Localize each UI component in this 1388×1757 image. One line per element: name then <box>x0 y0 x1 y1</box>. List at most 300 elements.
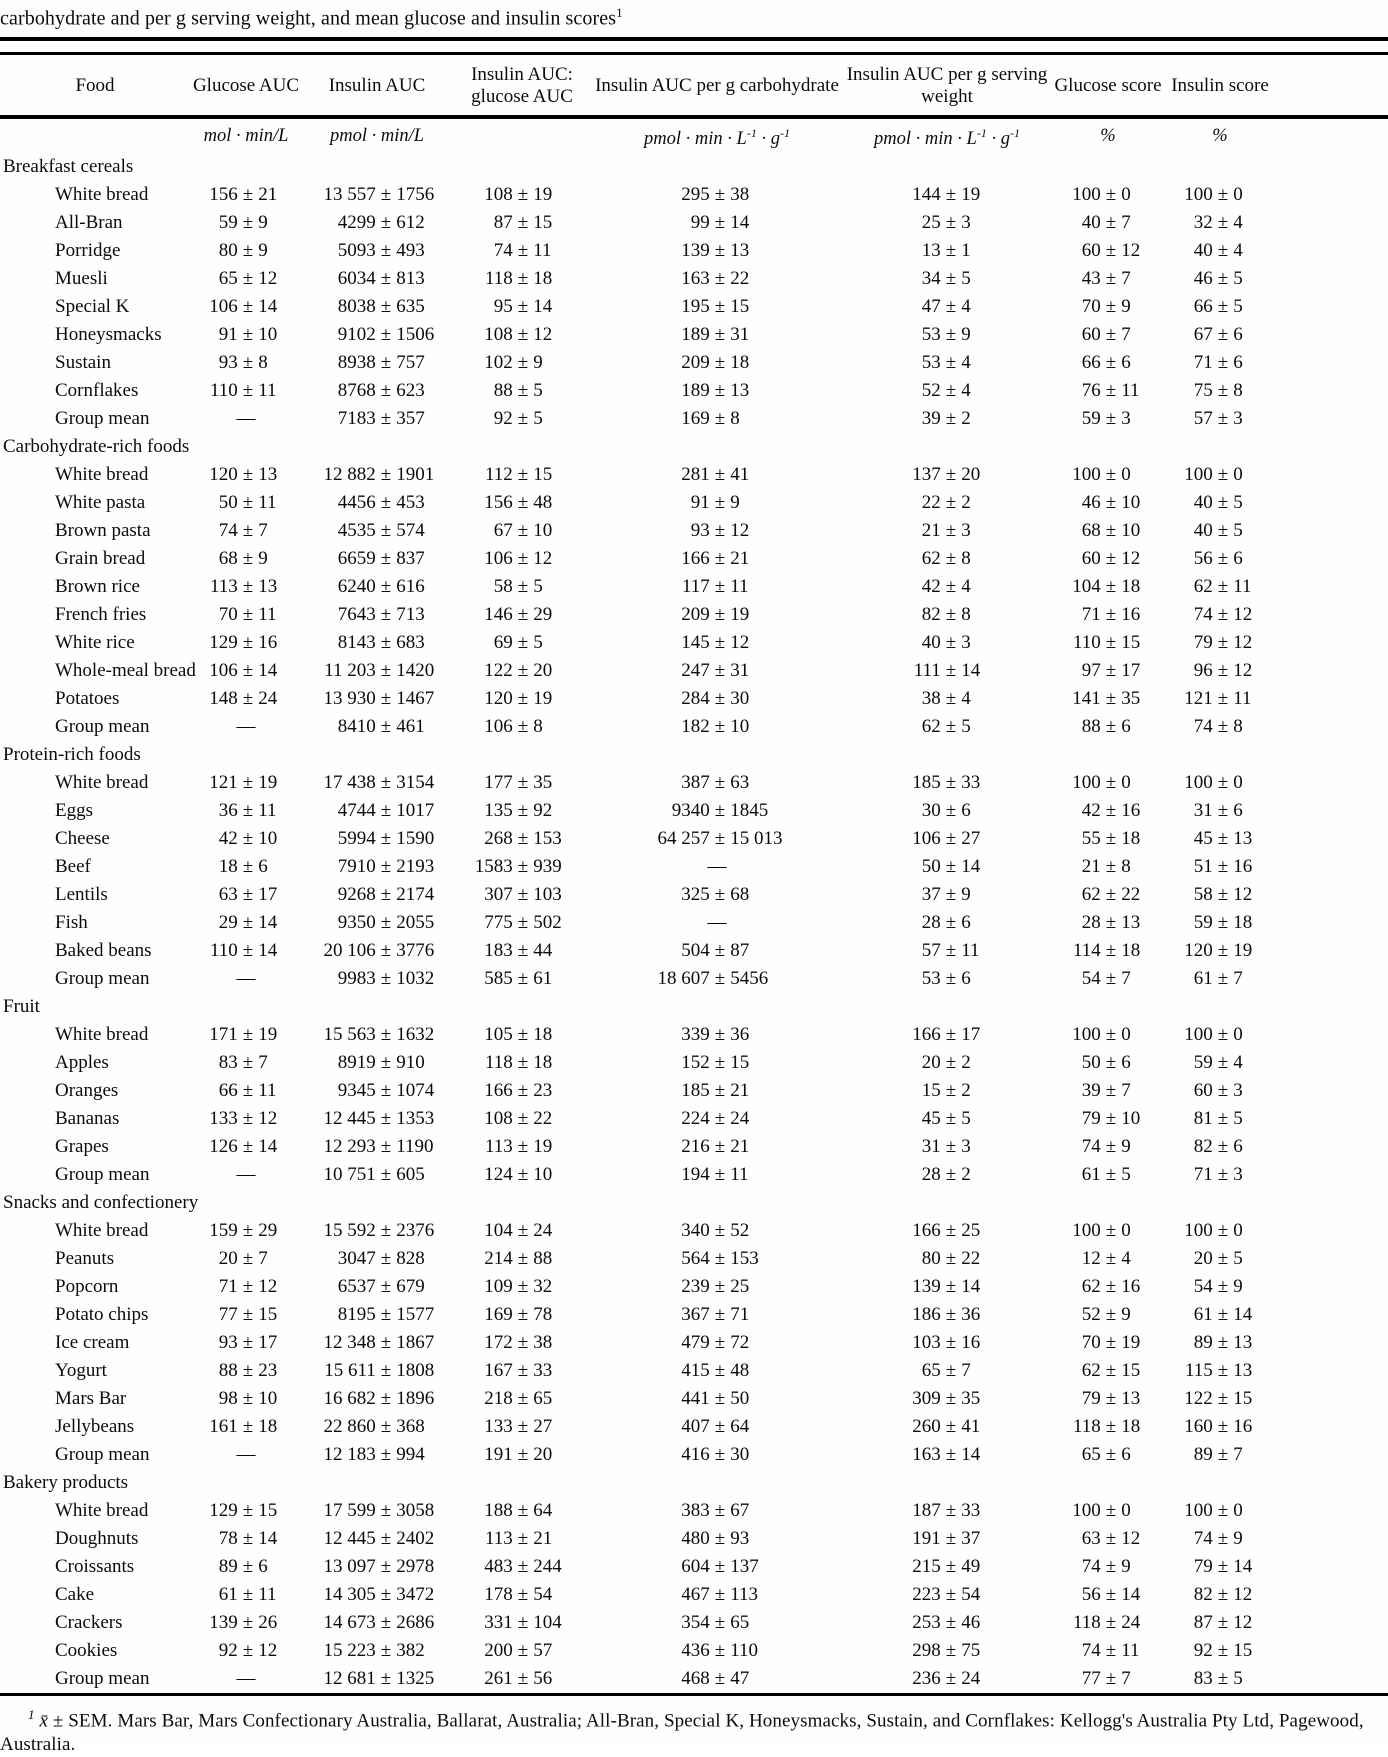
cell-value: 106 ± 27 <box>912 827 981 849</box>
food-label: Beef <box>55 855 91 877</box>
cell-value: 68 ± 9 <box>218 547 268 569</box>
cell-value: 58 ± 5 <box>493 575 543 597</box>
plus-minus: ± <box>945 799 957 821</box>
food-label: Fish <box>55 911 88 933</box>
cell-value: 604 ± 137 <box>681 1555 759 1577</box>
cell-value: 8143 ± 683 <box>337 631 425 653</box>
units-row <box>0 117 1388 153</box>
plus-minus: ± <box>1105 1331 1117 1353</box>
food-label: White bread <box>55 1499 149 1521</box>
cell-value: 66 ± 11 <box>218 1079 277 1101</box>
cell-value: 61 ± 14 <box>1193 1303 1253 1325</box>
cell-value: 133 ± 27 <box>484 1415 553 1437</box>
plus-minus: ± <box>517 939 529 961</box>
plus-minus: ± <box>1105 183 1117 205</box>
plus-minus: ± <box>380 1331 392 1353</box>
cell-value: 111 ± 14 <box>913 659 981 681</box>
plus-minus: ± <box>1105 463 1117 485</box>
plus-minus: ± <box>1105 1583 1117 1605</box>
plus-minus: ± <box>714 575 726 597</box>
cell-value: 106 ± 8 <box>484 715 543 737</box>
plus-minus: ± <box>1105 295 1117 317</box>
plus-minus: ± <box>1217 1611 1229 1633</box>
cell-value: 38 ± 4 <box>921 687 971 709</box>
cell-value: 59 ± 3 <box>1081 407 1131 429</box>
plus-minus: ± <box>517 799 529 821</box>
cell-value: 4299 ± 612 <box>337 211 425 233</box>
cell-value: 62 ± 16 <box>1081 1275 1141 1297</box>
table-row <box>0 517 1388 545</box>
plus-minus: ± <box>1105 715 1117 737</box>
cell-value: 20 106 ± 3776 <box>323 939 435 961</box>
plus-minus: ± <box>1217 1387 1229 1409</box>
plus-minus: ± <box>1217 1051 1229 1073</box>
cell-value: 120 ± 19 <box>484 687 553 709</box>
cell-value: 9102 ± 1506 <box>337 323 435 345</box>
cell-value: 415 ± 48 <box>681 1359 750 1381</box>
cell-value: 480 ± 93 <box>681 1527 750 1549</box>
plus-minus: ± <box>517 407 529 429</box>
cell-value: 108 ± 12 <box>484 323 553 345</box>
table-row <box>0 1637 1388 1665</box>
plus-minus: ± <box>1105 827 1117 849</box>
cell-value: 109 ± 32 <box>484 1275 553 1297</box>
plus-minus: ± <box>380 323 392 345</box>
cell-value: 209 ± 18 <box>681 351 750 373</box>
plus-minus: ± <box>945 1667 957 1689</box>
cell-value: 88 ± 5 <box>493 379 543 401</box>
plus-minus: ± <box>1105 1527 1117 1549</box>
table-header <box>0 57 1388 153</box>
plus-minus: ± <box>380 603 392 625</box>
cell-value: 76 ± 11 <box>1081 379 1140 401</box>
cell-value: 383 ± 67 <box>681 1499 750 1521</box>
plus-minus: ± <box>945 575 957 597</box>
food-label: White pasta <box>55 491 146 513</box>
cell-dash: — <box>707 855 727 877</box>
cell-value: 82 ± 6 <box>1193 1135 1243 1157</box>
cell-value: 436 ± 110 <box>681 1639 759 1661</box>
cell-value: 100 ± 0 <box>1072 771 1131 793</box>
cell-value: 3047 ± 828 <box>337 1247 425 1269</box>
section-label: Bakery products <box>3 1471 129 1493</box>
plus-minus: ± <box>714 295 726 317</box>
cell-value: 66 ± 5 <box>1193 295 1243 317</box>
plus-minus: ± <box>380 547 392 569</box>
plus-minus: ± <box>517 1667 529 1689</box>
plus-minus: ± <box>1217 1275 1229 1297</box>
plus-minus: ± <box>242 491 254 513</box>
footnote-line <box>0 1703 1388 1757</box>
cell-value: 223 ± 54 <box>912 1583 981 1605</box>
food-label: Mars Bar <box>55 1387 127 1409</box>
plus-minus: ± <box>1105 1415 1117 1437</box>
plus-minus: ± <box>714 351 726 373</box>
plus-minus: ± <box>714 1275 726 1297</box>
food-label: Croissants <box>55 1555 135 1577</box>
cell-value: 20 ± 7 <box>218 1247 268 1269</box>
plus-minus: ± <box>1217 855 1229 877</box>
cell-value: 65 ± 7 <box>921 1359 971 1381</box>
cell-value: 70 ± 19 <box>1081 1331 1141 1353</box>
plus-minus: ± <box>945 1387 957 1409</box>
cell-value: 307 ± 103 <box>484 883 562 905</box>
cell-value: 31 ± 6 <box>1193 799 1243 821</box>
cell-value: 106 ± 12 <box>484 547 553 569</box>
plus-minus: ± <box>517 183 529 205</box>
cell-dash: — <box>707 911 727 933</box>
plus-minus: ± <box>1105 323 1117 345</box>
cell-value: 63 ± 17 <box>218 883 278 905</box>
food-label: Baked beans <box>55 939 152 961</box>
cell-value: 182 ± 10 <box>681 715 750 737</box>
cell-value: 61 ± 5 <box>1081 1163 1131 1185</box>
cell-value: 117 ± 11 <box>681 575 749 597</box>
cell-value: 100 ± 0 <box>1072 1023 1131 1045</box>
plus-minus: ± <box>945 883 957 905</box>
section-label: Carbohydrate-rich foods <box>3 435 190 457</box>
cell-value: 71 ± 16 <box>1081 603 1141 625</box>
cell-value: 15 592 ± 2376 <box>323 1219 435 1241</box>
cell-value: 8938 ± 757 <box>337 351 425 373</box>
plus-minus: ± <box>945 1527 957 1549</box>
cell-value: 585 ± 61 <box>484 967 553 989</box>
food-label: French fries <box>55 603 147 625</box>
column-header-insulin_glucose_ratio: Insulin AUC: glucose AUC <box>452 57 592 117</box>
plus-minus: ± <box>517 1527 529 1549</box>
plus-minus: ± <box>1105 211 1117 233</box>
plus-minus: ± <box>714 1387 726 1409</box>
cell-value: 59 ± 4 <box>1193 1051 1243 1073</box>
cell-value: 1583 ± 939 <box>474 855 562 877</box>
cell-value: 62 ± 11 <box>1193 575 1252 597</box>
unit-label-food <box>0 117 190 153</box>
plus-minus: ± <box>945 1219 957 1241</box>
cell-value: 69 ± 5 <box>493 631 543 653</box>
cell-value: 156 ± 48 <box>484 491 553 513</box>
food-label: Grain bread <box>55 547 146 569</box>
plus-minus: ± <box>380 351 392 373</box>
cell-value: 129 ± 15 <box>209 1499 278 1521</box>
plus-minus: ± <box>242 575 254 597</box>
plus-minus: ± <box>380 1303 392 1325</box>
cell-value: 92 ± 15 <box>1193 1639 1253 1661</box>
plus-minus: ± <box>1105 267 1117 289</box>
food-label: Group mean <box>55 1667 150 1689</box>
plus-minus: ± <box>1217 1303 1229 1325</box>
cell-value: 8768 ± 623 <box>337 379 425 401</box>
cell-value: 166 ± 25 <box>912 1219 981 1241</box>
cell-value: 96 ± 12 <box>1193 659 1253 681</box>
table-row <box>0 825 1388 853</box>
cell-value: 139 ± 14 <box>912 1275 981 1297</box>
cell-value: 120 ± 13 <box>209 463 278 485</box>
plus-minus: ± <box>945 1415 957 1437</box>
cell-value: 188 ± 64 <box>484 1499 553 1521</box>
cell-value: 268 ± 153 <box>484 827 562 849</box>
cell-value: 186 ± 36 <box>912 1303 981 1325</box>
cell-value: 83 ± 7 <box>218 1051 268 1073</box>
cell-value: 60 ± 12 <box>1081 239 1141 261</box>
table-row <box>0 293 1388 321</box>
plus-minus: ± <box>1217 239 1229 261</box>
cell-value: 77 ± 7 <box>1081 1667 1131 1689</box>
plus-minus: ± <box>380 519 392 541</box>
table-row <box>0 1021 1388 1049</box>
cell-value: 15 563 ± 1632 <box>323 1023 435 1045</box>
cell-value: 75 ± 8 <box>1193 379 1243 401</box>
section-header-row <box>0 741 1388 769</box>
plus-minus: ± <box>714 771 726 793</box>
cell-value: 13 930 ± 1467 <box>323 687 435 709</box>
unit-label-glucose_auc: mol · min/L <box>203 125 289 146</box>
table-row <box>0 797 1388 825</box>
cell-value: 467 ± 113 <box>681 1583 759 1605</box>
cell-value: 57 ± 3 <box>1193 407 1243 429</box>
column-header-insulin_score: Insulin score <box>1164 57 1276 117</box>
plus-minus: ± <box>714 1247 726 1269</box>
food-label: Muesli <box>55 267 108 289</box>
cell-value: 239 ± 25 <box>681 1275 750 1297</box>
food-label: White bread <box>55 1219 149 1241</box>
plus-minus: ± <box>242 1555 254 1577</box>
plus-minus: ± <box>945 1051 957 1073</box>
plus-minus: ± <box>714 715 726 737</box>
plus-minus: ± <box>714 407 726 429</box>
cell-value: 54 ± 9 <box>1193 1275 1243 1297</box>
plus-minus: ± <box>1105 1387 1117 1409</box>
cell-value: 42 ± 16 <box>1081 799 1141 821</box>
food-label: Cornflakes <box>55 379 139 401</box>
cell-value: 39 ± 7 <box>1081 1079 1131 1101</box>
table-row <box>0 1161 1388 1189</box>
cell-value: 50 ± 11 <box>218 491 277 513</box>
table-row <box>0 1357 1388 1385</box>
plus-minus: ± <box>517 827 529 849</box>
cell-value: 83 ± 5 <box>1193 1667 1243 1689</box>
plus-minus: ± <box>242 603 254 625</box>
table-row <box>0 1245 1388 1273</box>
cell-value: 62 ± 8 <box>921 547 971 569</box>
plus-minus: ± <box>1105 1247 1117 1269</box>
cell-value: 21 ± 8 <box>1081 855 1131 877</box>
cell-value: 79 ± 14 <box>1193 1555 1253 1577</box>
section-label: Snacks and confectionery <box>3 1191 199 1213</box>
plus-minus: ± <box>945 211 957 233</box>
cell-value: 11 203 ± 1420 <box>324 659 435 681</box>
plus-minus: ± <box>1217 547 1229 569</box>
plus-minus: ± <box>945 911 957 933</box>
cell-value: 67 ± 6 <box>1193 323 1243 345</box>
plus-minus: ± <box>1217 799 1229 821</box>
plus-minus: ± <box>1217 351 1229 373</box>
section-label: Fruit <box>3 995 40 1017</box>
column-header-insulin_per_g_serving: Insulin AUC per g serving weight <box>842 57 1052 117</box>
table-row <box>0 573 1388 601</box>
cell-value: 166 ± 17 <box>912 1023 981 1045</box>
plus-minus: ± <box>714 491 726 513</box>
food-label: White bread <box>55 183 149 205</box>
plus-minus: ± <box>242 547 254 569</box>
cell-value: 441 ± 50 <box>681 1387 750 1409</box>
cell-value: 71 ± 12 <box>218 1275 278 1297</box>
plus-minus: ± <box>242 1359 254 1381</box>
cell-value: 100 ± 0 <box>1184 1499 1243 1521</box>
plus-minus: ± <box>714 1135 726 1157</box>
plus-minus: ± <box>1217 911 1229 933</box>
cell-value: 67 ± 10 <box>493 519 553 541</box>
plus-minus: ± <box>380 855 392 877</box>
cell-value: 185 ± 21 <box>681 1079 750 1101</box>
plus-minus: ± <box>242 183 254 205</box>
plus-minus: ± <box>945 1639 957 1661</box>
cell-value: 8919 ± 910 <box>337 1051 425 1073</box>
food-label: Honeysmacks <box>55 323 162 345</box>
plus-minus: ± <box>242 1275 254 1297</box>
cell-value: 59 ± 18 <box>1193 911 1253 933</box>
plus-minus: ± <box>1105 575 1117 597</box>
food-label: White bread <box>55 463 149 485</box>
plus-minus: ± <box>945 771 957 793</box>
plus-minus: ± <box>380 1023 392 1045</box>
cell-value: 110 ± 14 <box>209 939 278 961</box>
plus-minus: ± <box>945 323 957 345</box>
cell-value: 18 607 ± 5456 <box>657 967 769 989</box>
cell-value: 79 ± 12 <box>1193 631 1253 653</box>
table-row <box>0 853 1388 881</box>
cell-value: 15 223 ± 382 <box>323 1639 425 1661</box>
table-row <box>0 1049 1388 1077</box>
cell-value: 12 882 ± 1901 <box>323 463 435 485</box>
plus-minus: ± <box>242 883 254 905</box>
plus-minus: ± <box>517 267 529 289</box>
plus-minus: ± <box>380 575 392 597</box>
cell-value: 80 ± 22 <box>921 1247 981 1269</box>
plus-minus: ± <box>1105 911 1117 933</box>
plus-minus: ± <box>945 1163 957 1185</box>
plus-minus: ± <box>517 1247 529 1269</box>
plus-minus: ± <box>945 939 957 961</box>
cell-value: 9268 ± 2174 <box>337 883 435 905</box>
plus-minus: ± <box>380 1163 392 1185</box>
plus-minus: ± <box>1217 827 1229 849</box>
food-label: Cheese <box>55 827 110 849</box>
plus-minus: ± <box>380 687 392 709</box>
cell-value: 171 ± 19 <box>209 1023 278 1045</box>
header-row <box>0 57 1388 117</box>
food-label: Apples <box>55 1051 109 1073</box>
plus-minus: ± <box>380 1387 392 1409</box>
plus-minus: ± <box>242 1387 254 1409</box>
cell-value: 82 ± 12 <box>1193 1583 1253 1605</box>
cell-value: 42 ± 4 <box>921 575 971 597</box>
cell-value: 57 ± 11 <box>921 939 980 961</box>
cell-value: 12 293 ± 1190 <box>323 1135 434 1157</box>
cell-value: 12 445 ± 1353 <box>323 1107 435 1129</box>
plus-minus: ± <box>1217 715 1229 737</box>
cell-value: 114 ± 18 <box>1072 939 1141 961</box>
section-label: Breakfast cereals <box>3 155 134 177</box>
cell-value: 112 ± 15 <box>484 463 553 485</box>
cell-value: 118 ± 18 <box>1072 1415 1141 1437</box>
table-row <box>0 881 1388 909</box>
cell-value: 12 ± 4 <box>1081 1247 1131 1269</box>
plus-minus: ± <box>1217 295 1229 317</box>
plus-minus: ± <box>1217 1415 1229 1437</box>
plus-minus: ± <box>714 1499 726 1521</box>
cell-value: 4535 ± 574 <box>337 519 425 541</box>
unit-label-insulin_score: % <box>1212 125 1228 146</box>
cell-value: 144 ± 19 <box>912 183 981 205</box>
plus-minus: ± <box>242 771 254 793</box>
plus-minus: ± <box>380 1415 392 1437</box>
plus-minus: ± <box>714 883 726 905</box>
plus-minus: ± <box>714 967 726 989</box>
food-label: Group mean <box>55 1163 150 1185</box>
plus-minus: ± <box>1217 1163 1229 1185</box>
plus-minus: ± <box>1105 687 1117 709</box>
column-header-glucose_auc: Glucose AUC <box>190 57 302 117</box>
cell-value: 215 ± 49 <box>912 1555 981 1577</box>
plus-minus: ± <box>242 1611 254 1633</box>
cell-value: 60 ± 7 <box>1081 323 1131 345</box>
cell-value: 18 ± 6 <box>218 855 268 877</box>
food-label: White rice <box>55 631 135 653</box>
plus-minus: ± <box>517 911 529 933</box>
table-row <box>0 769 1388 797</box>
table-row <box>0 1133 1388 1161</box>
plus-minus: ± <box>1105 1135 1117 1157</box>
cell-value: 65 ± 6 <box>1081 1443 1131 1465</box>
plus-minus: ± <box>714 211 726 233</box>
cell-value: 120 ± 19 <box>1184 939 1253 961</box>
cell-value: 187 ± 33 <box>912 1499 981 1521</box>
cell-value: 88 ± 6 <box>1081 715 1131 737</box>
cell-value: 309 ± 35 <box>912 1387 981 1409</box>
cell-value: 29 ± 14 <box>218 911 278 933</box>
cell-value: 50 ± 6 <box>1081 1051 1131 1073</box>
cell-value: 167 ± 33 <box>484 1359 553 1381</box>
plus-minus: ± <box>1105 1443 1117 1465</box>
plus-minus: ± <box>1105 491 1117 513</box>
plus-minus: ± <box>517 1051 529 1073</box>
top-double-rule <box>0 37 1388 55</box>
table-row <box>0 1413 1388 1441</box>
cell-value: 13 ± 1 <box>921 239 971 261</box>
cell-value: 209 ± 19 <box>681 603 750 625</box>
plus-minus: ± <box>945 1611 957 1633</box>
plus-minus: ± <box>945 267 957 289</box>
cell-value: 70 ± 9 <box>1081 295 1131 317</box>
plus-minus: ± <box>242 351 254 373</box>
cell-value: 22 ± 2 <box>921 491 971 513</box>
cell-value: 387 ± 63 <box>681 771 750 793</box>
plus-minus: ± <box>380 1051 392 1073</box>
cell-value: 6659 ± 837 <box>337 547 425 569</box>
cell-value: 177 ± 35 <box>484 771 553 793</box>
cell-value: 504 ± 87 <box>681 939 750 961</box>
table-row <box>0 237 1388 265</box>
cell-value: 118 ± 18 <box>484 1051 553 1073</box>
cell-value: 100 ± 0 <box>1072 463 1131 485</box>
plus-minus: ± <box>945 659 957 681</box>
cell-value: 93 ± 12 <box>690 519 750 541</box>
plus-minus: ± <box>1105 1219 1117 1241</box>
food-label: Group mean <box>55 967 150 989</box>
plus-minus: ± <box>714 1359 726 1381</box>
plus-minus: ± <box>517 519 529 541</box>
table-row <box>0 965 1388 993</box>
